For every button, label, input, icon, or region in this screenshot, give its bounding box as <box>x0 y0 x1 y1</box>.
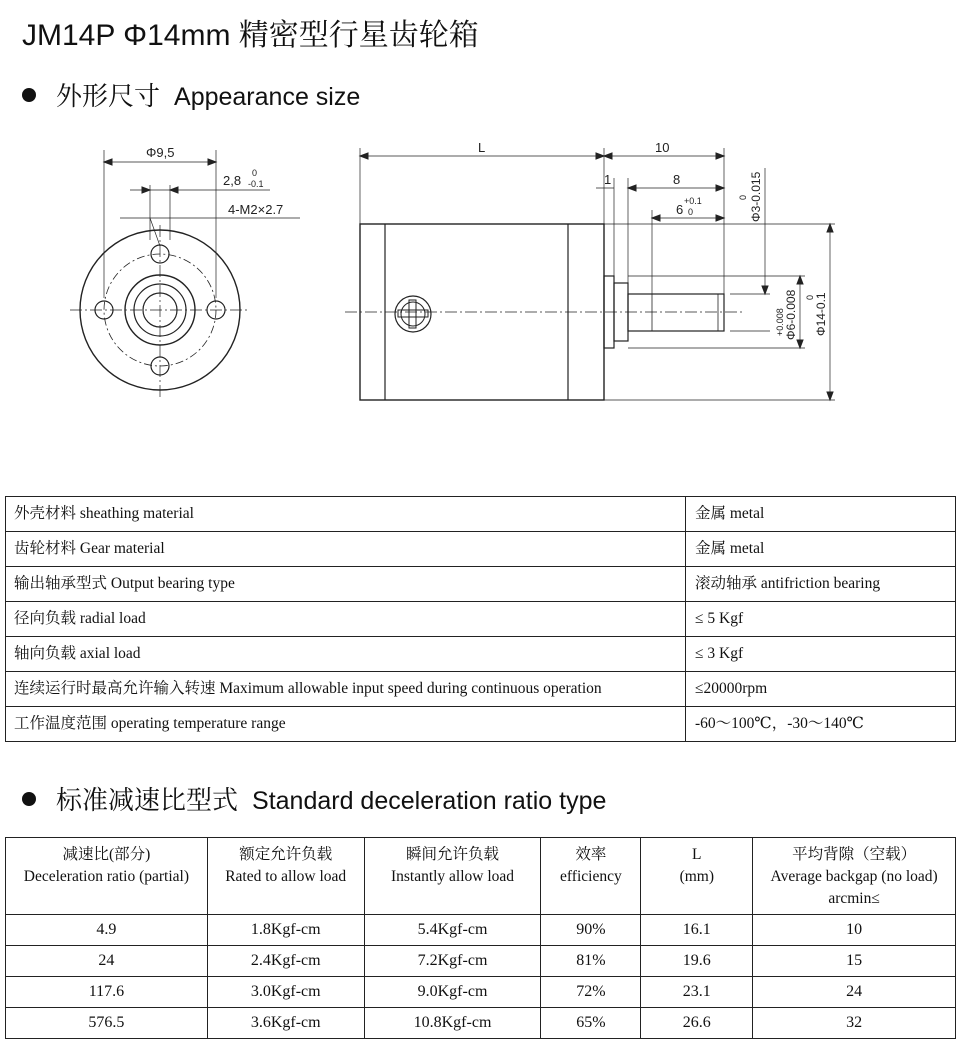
ratio-cell: 23.1 <box>641 977 753 1008</box>
table-row <box>6 915 956 946</box>
ratio-cell: 24 <box>6 946 208 977</box>
ratio-header-cell <box>207 838 364 915</box>
ratio-cell: 15 <box>753 946 956 977</box>
ratio-header-en: efficiency <box>560 868 622 885</box>
page-title: JM14P Φ14mm 精密型行星齿轮箱 <box>22 19 479 52</box>
section-appearance-en: Appearance size <box>174 83 361 111</box>
spec-row <box>6 707 956 742</box>
ratio-cell: 3.0Kgf-cm <box>207 977 364 1008</box>
dim-10: 10 <box>655 140 670 155</box>
ratio-header-cell <box>364 838 541 915</box>
ratio-header-cell <box>6 838 208 915</box>
ratio-header-en: Average backgap (no load) arcmin≤ <box>770 868 938 907</box>
ratio-cell: 117.6 <box>6 977 208 1008</box>
dim-1: 1 <box>604 172 612 187</box>
ratio-header-en: Rated to allow load <box>225 868 347 885</box>
dim-8: 8 <box>673 172 681 187</box>
ratio-cell: 72% <box>541 977 641 1008</box>
ratio-cell: 16.1 <box>641 915 753 946</box>
dimension-drawing <box>0 0 959 480</box>
ratio-cell: 576.5 <box>6 1008 208 1039</box>
ratio-cell: 19.6 <box>641 946 753 977</box>
spec-value: -60～100℃，-30～140℃ <box>686 707 956 742</box>
spec-label: 轴向负载 axial load <box>6 637 686 672</box>
section-ratio-cn: 标准减速比型式 <box>56 785 239 815</box>
dim-phi95: Φ9,5 <box>146 145 175 160</box>
spec-value: ≤20000rpm <box>686 672 956 707</box>
dim-6-tol-bot: 0 <box>688 207 694 217</box>
spec-row <box>6 497 956 532</box>
spec-row <box>6 602 956 637</box>
dim-phi6-top: +0.008 <box>775 308 785 336</box>
table-row <box>6 946 956 977</box>
spec-value: 金属 metal <box>686 497 956 532</box>
spec-label: 径向负载 radial load <box>6 602 686 637</box>
spec-table <box>5 496 956 742</box>
spec-row <box>6 637 956 672</box>
dim-6-tol-top: +0.1 <box>684 196 702 206</box>
ratio-header-en: Deceleration ratio (partial) <box>23 868 190 885</box>
dim-6: 6 <box>676 202 684 217</box>
dim-28-tol-bot: -0.1 <box>248 179 264 189</box>
ratio-header-cn: 瞬间允许负载 <box>406 846 500 863</box>
dim-phi14-top: 0 <box>805 294 815 300</box>
ratio-cell: 7.2Kgf-cm <box>364 946 541 977</box>
ratio-header-cell <box>641 838 753 915</box>
dim-phi3-top: 0 <box>738 194 748 200</box>
front-view <box>70 150 300 400</box>
spec-row <box>6 567 956 602</box>
spec-label: 外壳材料 sheathing material <box>6 497 686 532</box>
spec-value: 滚动轴承 antifriction bearing <box>686 567 956 602</box>
ratio-cell: 24 <box>753 977 956 1008</box>
ratio-header-cell <box>753 838 956 915</box>
ratio-table <box>5 837 956 1039</box>
ratio-cell: 26.6 <box>641 1008 753 1039</box>
ratio-cell: 81% <box>541 946 641 977</box>
table-row <box>6 977 956 1008</box>
ratio-cell: 65% <box>541 1008 641 1039</box>
ratio-cell: 10.8Kgf-cm <box>364 1008 541 1039</box>
ratio-cell: 2.4Kgf-cm <box>207 946 364 977</box>
dim-28-tol-top: 0 <box>252 168 258 178</box>
table-row <box>6 1008 956 1039</box>
ratio-header-cn: L <box>692 846 702 863</box>
ratio-cell: 5.4Kgf-cm <box>364 915 541 946</box>
ratio-cell: 10 <box>753 915 956 946</box>
ratio-cell: 90% <box>541 915 641 946</box>
ratio-cell: 1.8Kgf-cm <box>207 915 364 946</box>
dim-phi3: Φ3-0.015 <box>749 171 763 222</box>
section-appearance-cn: 外形尺寸 <box>56 81 161 111</box>
dim-m2: 4-M2×2.7 <box>228 202 284 217</box>
spec-label: 连续运行时最高允许输入转速 Maximum allowable input speed during continuous operation <box>6 672 686 707</box>
dim-L: L <box>478 140 486 155</box>
spec-label: 齿轮材料 Gear material <box>6 532 686 567</box>
section-ratio-heading <box>22 780 606 817</box>
spec-value: ≤ 5 Kgf <box>686 602 956 637</box>
ratio-header-cn: 平均背隙（空载） <box>792 846 917 863</box>
spec-value: 金属 metal <box>686 532 956 567</box>
spec-label: 输出轴承型式 Output bearing type <box>6 567 686 602</box>
ratio-header-en: (mm) <box>679 868 714 885</box>
spec-row <box>6 532 956 567</box>
dim-phi6: Φ6-0.008 <box>784 289 798 340</box>
ratio-header-cn: 效率 <box>575 846 607 863</box>
section-ratio-en: Standard deceleration ratio type <box>252 787 607 815</box>
spec-value: ≤ 3 Kgf <box>686 637 956 672</box>
ratio-cell: 4.9 <box>6 915 208 946</box>
dim-phi14: Φ14-0.1 <box>814 292 828 336</box>
ratio-header-cn: 额定允许负载 <box>239 846 333 863</box>
ratio-header-en: Instantly allow load <box>390 868 515 885</box>
ratio-header-cell <box>541 838 641 915</box>
ratio-cell: 9.0Kgf-cm <box>364 977 541 1008</box>
ratio-header-cn: 减速比(部分) <box>62 846 151 863</box>
ratio-cell: 3.6Kgf-cm <box>207 1008 364 1039</box>
spec-row <box>6 672 956 707</box>
dim-28: 2,8 <box>223 173 242 188</box>
spec-label: 工作温度范围 operating temperature range <box>6 707 686 742</box>
ratio-cell: 32 <box>753 1008 956 1039</box>
bullet-icon <box>22 792 36 806</box>
